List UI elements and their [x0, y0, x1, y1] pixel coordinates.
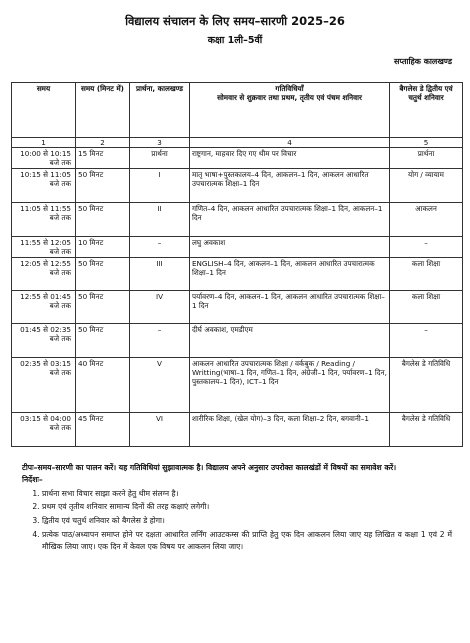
header-activities-title: गतिविधियाँ: [275, 84, 304, 93]
period-cell: –: [130, 237, 190, 258]
activity-cell: आकलन आधारित उपचारात्मक शिक्षा / वर्कबुक / Reading / Writting(भाषा–1 दिन, गणित–1 दिन, अंग्रेजी–1 दिन, पर्यावरण–1 दिन, पुस्तकालय–1 दिन), ICT–1 दिन: [190, 358, 390, 413]
duration-cell: 50 मिनट: [76, 169, 130, 203]
table-header-row: [12, 83, 463, 138]
bagless-cell: कला शिक्षा: [390, 291, 463, 324]
period-cell: V: [130, 358, 190, 413]
duration-cell: 40 मिनट: [76, 358, 130, 413]
tip-text: टीपः–समय–सारणी का पालन करें। यह गतिविधियां सुझावात्मक है। विद्यालय अपने अनुसार उपरोक्त कालखंडों में विषयों का समावेश करें।: [22, 463, 397, 472]
table-row: [12, 169, 463, 203]
activity-cell: शारीरिक शिक्षा, (खेल योग)–3 दिन, कला शिक्षा–2 दिन, बगवानी–1: [190, 413, 390, 447]
duration-cell: 50 मिनट: [76, 324, 130, 358]
activity-cell: लघु अवकाश: [190, 237, 390, 258]
table-row: [12, 291, 463, 324]
table-row: [12, 413, 463, 447]
bagless-cell: योग / व्यायाम: [390, 169, 463, 203]
time-cell: 02:35 से 03:15 बजे तक: [12, 358, 76, 413]
period-cell: I: [130, 169, 190, 203]
directions-list: [22, 488, 452, 553]
column-number: 5: [390, 138, 463, 148]
direction-item: 3. द्वितीय एवं चतुर्थ शनिवार को बैगलेस डे होगा।: [42, 515, 452, 527]
direction-item: 1. प्रार्थना सभा विचार साझा करने हेतु थीम संलग्न है।: [42, 488, 452, 500]
time-cell: 03:15 से 04:00 बजे तक: [12, 413, 76, 447]
activity-cell: ENGLISH–4 दिन, आकलन–1 दिन, आकलन आधारित उपचारात्मक शिक्षा–1 दिन: [190, 258, 390, 291]
table-row: [12, 237, 463, 258]
duration-cell: 10 मिनट: [76, 237, 130, 258]
activity-cell: दीर्घ अवकाश, एमडीएम: [190, 324, 390, 358]
period-cell: II: [130, 203, 190, 237]
bagless-cell: आकलन: [390, 203, 463, 237]
table-row: [12, 148, 463, 169]
class-subtitle: कक्षा 1ली–5वीं: [207, 35, 263, 46]
timetable: [11, 82, 463, 447]
table-row: [12, 324, 463, 358]
column-number: 1: [12, 138, 76, 148]
header-duration: समय (मिनट में): [76, 83, 130, 138]
time-cell: 10:15 से 11:05 बजे तक: [12, 169, 76, 203]
direction-item: 2. प्रथम एवं तृतीय शनिवार सामान्य दिनों की तरह कक्षाएं लगेगी।: [42, 501, 452, 513]
period-cell: VI: [130, 413, 190, 447]
document-title: विद्यालय संचालन के लिए समय–सारणी 2025–26: [125, 14, 345, 28]
time-cell: 11:05 से 11:55 बजे तक: [12, 203, 76, 237]
period-cell: IV: [130, 291, 190, 324]
period-cell: –: [130, 324, 190, 358]
header-time: समय: [12, 83, 76, 138]
column-number: 2: [76, 138, 130, 148]
bagless-cell: बैगलेस डे गतिविधि: [390, 413, 463, 447]
time-cell: 10:00 से 10:15 बजे तक: [12, 148, 76, 169]
duration-cell: 50 मिनट: [76, 258, 130, 291]
activity-cell: पर्यावरण–4 दिन, आकलन–1 दिन, आकलन आधारित उपचारात्मक शिक्षा–1 दिन: [190, 291, 390, 324]
activity-cell: गणित–4 दिन, आकलन आधारित उपचारात्मक शिक्षा–1 दिन, आकलन–1 दिन: [190, 203, 390, 237]
bagless-cell: –: [390, 324, 463, 358]
bagless-cell: –: [390, 237, 463, 258]
direction-item: 4. प्रत्येक पाठ/अध्यापन समाप्त होने पर दक्षता आधारित लर्निंग आउटकम्स की प्राप्ति हेतु एक दिन आकलन लिया जाए यह लिखित व कक्षा 1 एवं 2 में मौखिक लिया जाए। एक दिन में केवल एक विषय पर आकलन लिया जाए।: [42, 529, 452, 553]
bagless-cell: बैगलेस डे गतिविधि: [390, 358, 463, 413]
time-cell: 12:05 से 12:55 बजे तक: [12, 258, 76, 291]
activity-cell: राष्ट्रगान, माहवार दिए गए थीम पर विचार: [190, 148, 390, 169]
duration-cell: 45 मिनट: [76, 413, 130, 447]
time-cell: 11:55 से 12:05 बजे तक: [12, 237, 76, 258]
duration-cell: 50 मिनट: [76, 291, 130, 324]
weekly-periods-label: सप्ताहिक कालखण्ड: [393, 57, 452, 66]
notes-section: [22, 462, 452, 554]
duration-cell: 50 मिनट: [76, 203, 130, 237]
activity-cell: मातृ भाषा+पुस्तकालय–4 दिन, आकलन–1 दिन, आकलन आधारित उपचारात्मक शिक्षा–1 दिन: [190, 169, 390, 203]
period-cell: III: [130, 258, 190, 291]
header-period: प्रार्थना, कालखण्ड: [130, 83, 190, 138]
period-cell: प्रार्थना: [130, 148, 190, 169]
table-row: [12, 358, 463, 413]
column-number: 4: [190, 138, 390, 148]
header-activities-sub: सोमवार से शुक्रवार तथा प्रथम, तृतीय एवं पंचम शनिवार: [217, 93, 362, 102]
column-number: 3: [130, 138, 190, 148]
time-cell: 01:45 से 02:35 बजे तक: [12, 324, 76, 358]
table-row: [12, 203, 463, 237]
bagless-cell: कला शिक्षा: [390, 258, 463, 291]
directions-heading: निर्देशः–: [22, 474, 43, 484]
time-cell: 12:55 से 01:45 बजे तक: [12, 291, 76, 324]
bagless-cell: प्रार्थना: [390, 148, 463, 169]
table-row: [12, 258, 463, 291]
column-number-row: [12, 138, 463, 148]
header-bagless: बैगलेस डे द्वितीय एवं चतुर्थ शनिवार: [390, 83, 463, 138]
duration-cell: 15 मिनट: [76, 148, 130, 169]
header-activities: [190, 83, 390, 138]
